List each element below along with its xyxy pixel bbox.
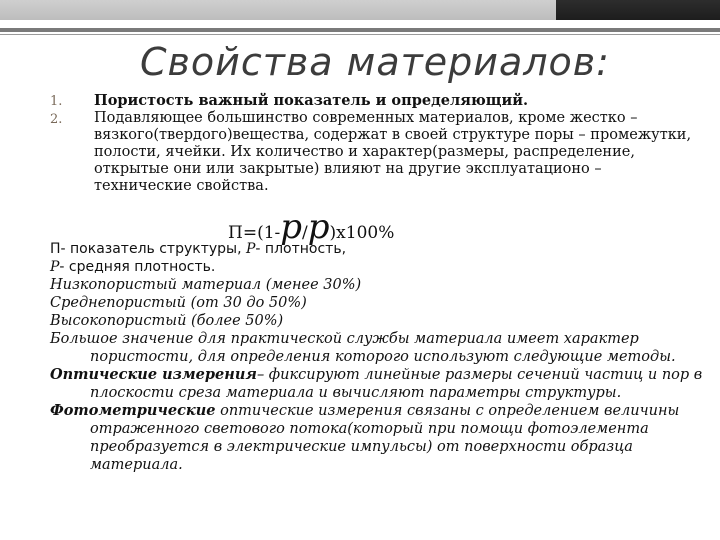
list-number: 2.: [50, 112, 63, 127]
top-bar-left: [0, 0, 556, 20]
method-term: Фотометрические: [50, 402, 216, 419]
slide-title: Свойства материалов:: [140, 40, 610, 84]
definition-text: П- показатель структуры,: [50, 241, 242, 257]
method-text: оптические измерения связаны с определением величины отраженного светового потока(который при помощи фотоэлемента преобразуется в электрические импульсы) от поверхности образца материала.: [90, 403, 680, 473]
slide-body: [50, 240, 710, 474]
header-rule-thin: [0, 34, 720, 35]
photometric-method: [50, 402, 710, 474]
rho-symbol: P: [246, 241, 256, 257]
list-item: [50, 92, 700, 110]
optical-method: [50, 366, 710, 402]
definition-line: [50, 240, 710, 258]
methods-intro: Большое значение для практической службы материала имеет характер пористости, для определения которого используют следующие методы.: [50, 331, 676, 365]
definition-text: - средняя плотность.: [59, 259, 216, 275]
method-term: Оптические измерения: [50, 366, 257, 383]
high-porosity: Высокопористый (более 50%): [50, 313, 284, 329]
list-item: [50, 110, 700, 195]
definition-line: [50, 258, 710, 276]
list-number: 1.: [50, 94, 63, 109]
top-bar-right: [556, 0, 720, 20]
rho-symbol: p: [280, 207, 303, 247]
method-text: – фиксируют линейные размеры сечений частиц и пор в плоскости среза материала и вычисляют параметры структуры.: [90, 367, 703, 401]
numbered-list: [50, 92, 700, 195]
formula-prefix: П=(1-: [228, 223, 281, 243]
rho-symbol: P: [50, 259, 60, 275]
list-item-text: Подавляющее большинство современных материалов, кроме жестко – вязкого(твердого)вещества, содержат в своей структуре поры – промежутки, полости, ячейки. Их количество и характер(размеры, распределение, открытые они или закрытые) влияют на другие эксплуатационо – технические свойства.: [94, 110, 692, 194]
low-porosity: Низкопористый материал (менее 30%): [50, 277, 362, 293]
medium-porosity: Среднепористый (от 30 до 50%): [50, 295, 307, 311]
list-item-text: Пористость важный показатель и определяющий.: [94, 92, 529, 109]
header-rule: [0, 28, 720, 32]
rho-symbol: p: [307, 207, 330, 247]
formula-suffix: )x100%: [329, 223, 395, 243]
definition-text: - плотность,: [255, 241, 347, 257]
formula-slash: /: [302, 223, 308, 243]
